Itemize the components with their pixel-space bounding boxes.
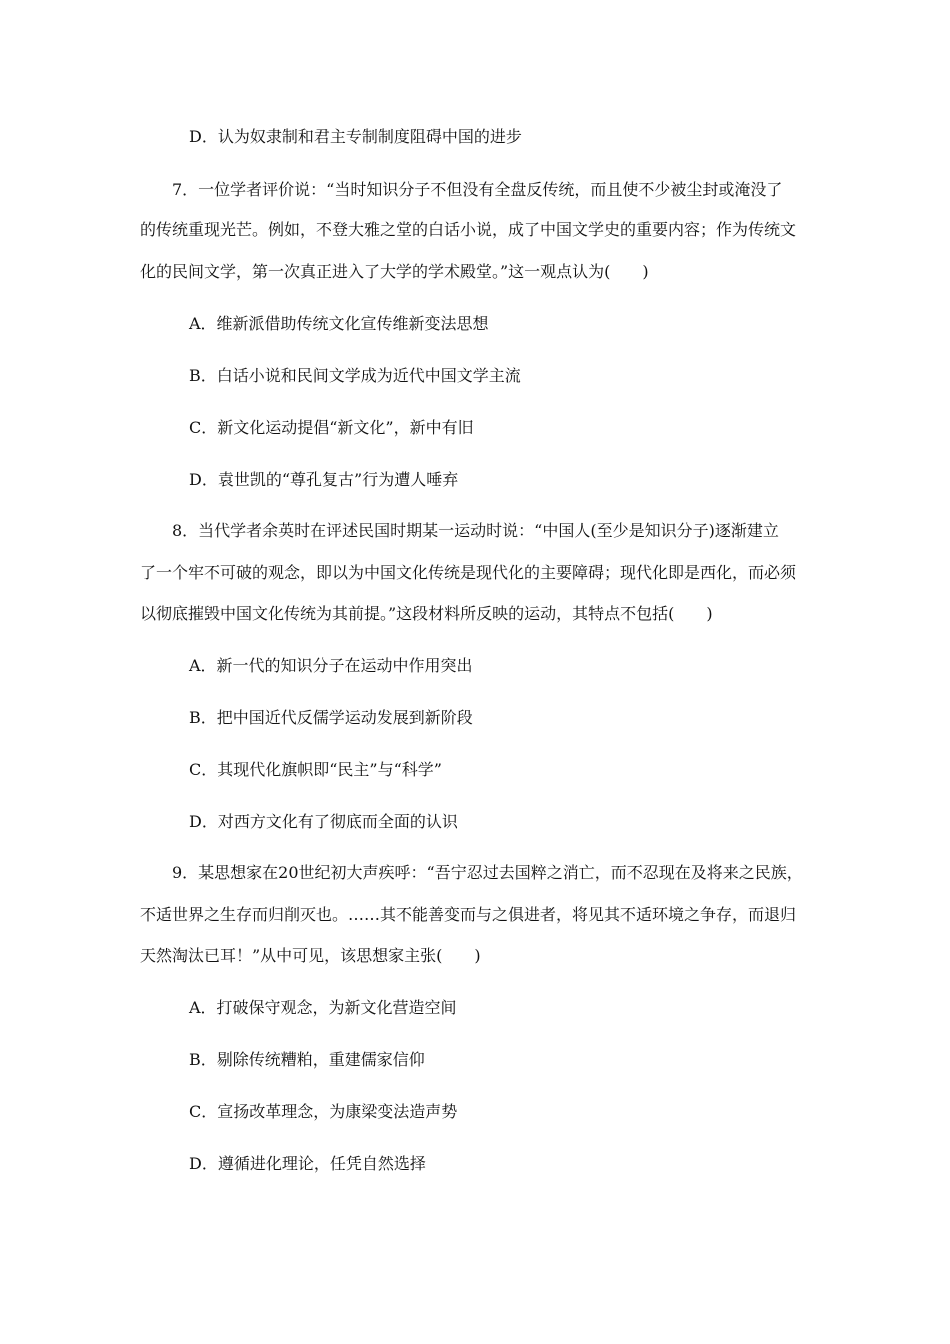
q8-option-d: D．对西方文化有了彻底而全面的认识 bbox=[189, 812, 458, 831]
q8-option-c: C．其现代化旗帜即“民主”与“科学” bbox=[189, 760, 442, 779]
q8-option-a: A．新一代的知识分子在运动中作用突出 bbox=[189, 656, 473, 675]
q9-option-b: B．剔除传统糟粕，重建儒家信仰 bbox=[189, 1050, 425, 1069]
q8-option-b: B．把中国近代反儒学运动发展到新阶段 bbox=[189, 708, 473, 727]
q7-option-a: A．维新派借助传统文化宣传维新变法思想 bbox=[189, 314, 489, 333]
q6-option-d: D．认为奴隶制和君主专制制度阻碍中国的进步 bbox=[189, 127, 522, 146]
q7-stem-line-1: 7．一位学者评价说：“当时知识分子不但没有全盘反传统，而且使不少被尘封或淹没了 bbox=[172, 180, 783, 199]
q9-option-c: C．宣扬改革理念，为康梁变法造声势 bbox=[189, 1102, 458, 1121]
q7-option-d: D．袁世凯的“尊孔复古”行为遭人唾弃 bbox=[189, 470, 459, 489]
q8-stem-line-3: 以彻底摧毁中国文化传统为其前提。”这段材料所反映的运动，其特点不包括( ) bbox=[140, 604, 713, 623]
q7-stem-line-3: 化的民间文学，第一次真正进入了大学的学术殿堂。”这一观点认为( ) bbox=[140, 262, 649, 281]
q9-stem-line-1: 9．某思想家在20世纪初大声疾呼：“吾宁忍过去国粹之消亡，而不忍现在及将来之民族， bbox=[172, 863, 803, 882]
q9-option-d: D．遵循进化理论，任凭自然选择 bbox=[189, 1154, 426, 1173]
q7-stem-line-2: 的传统重现光芒。例如，不登大雅之堂的白话小说，成了中国文学史的重要内容；作为传统文 bbox=[140, 220, 797, 239]
q7-option-b: B．白话小说和民间文学成为近代中国文学主流 bbox=[189, 366, 521, 385]
q7-option-c: C．新文化运动提倡“新文化”，新中有旧 bbox=[189, 418, 474, 437]
q8-stem-line-1: 8．当代学者余英时在评述民国时期某一运动时说：“中国人(至少是知识分子)逐渐建立 bbox=[172, 521, 779, 540]
q8-stem-line-2: 了一个牢不可破的观念，即以为中国文化传统是现代化的主要障碍；现代化即是西化，而必须 bbox=[140, 563, 797, 582]
q9-stem-line-3: 天然淘汰已耳！”从中可见，该思想家主张( ) bbox=[140, 946, 481, 965]
q9-option-a: A．打破保守观念，为新文化营造空间 bbox=[189, 998, 457, 1017]
q9-stem-line-2: 不适世界之生存而归削灭也。……其不能善变而与之俱进者，将见其不适环境之争存，而退归 bbox=[140, 905, 797, 924]
